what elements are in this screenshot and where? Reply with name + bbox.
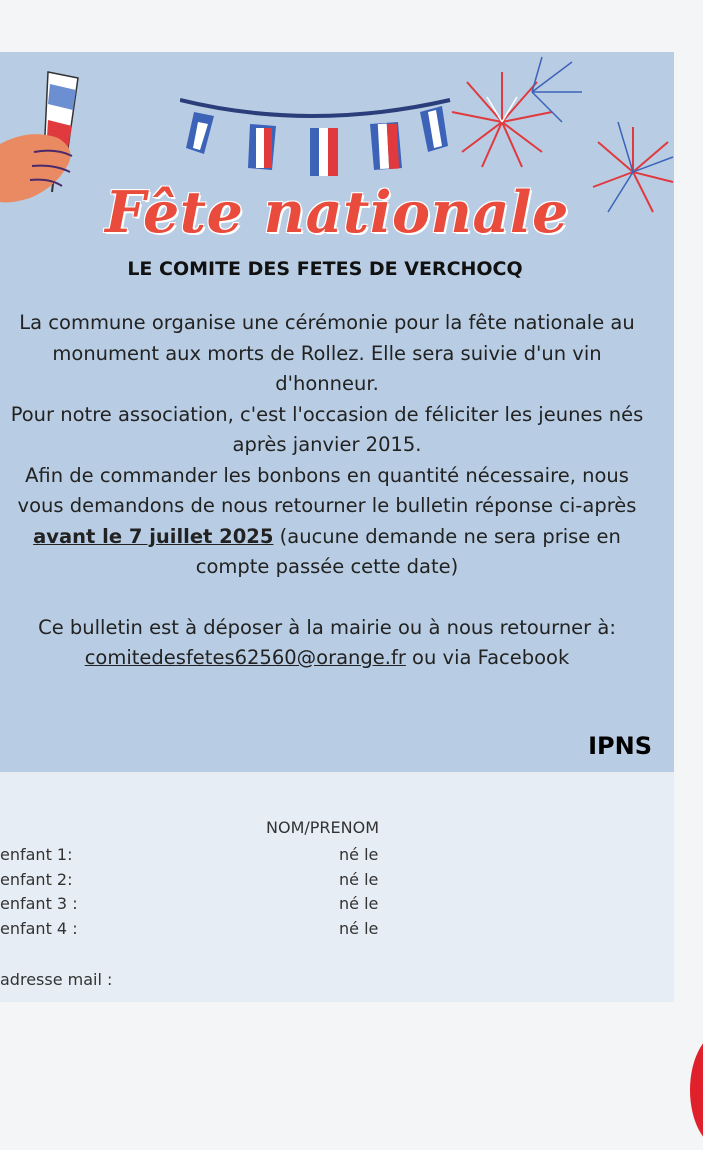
child-born-4: né le [339,919,379,938]
paragraph-association: Pour notre association, c'est l'occasion de féliciter les jeunes nés après janvier 2015. [10,402,644,456]
child-label-3: enfant 3 : [0,894,78,913]
email-label: adresse mail : [0,970,113,989]
poster [0,52,674,772]
return-text-end: ou via Facebook [405,646,570,669]
child-born-1: né le [339,845,379,864]
paragraph-return [10,613,644,674]
ipns-badge: IPNS [588,732,652,760]
fireworks-icon [442,52,592,182]
flag-bunting-icon [180,92,460,192]
subtitle: LE COMITE DES FETES DE VERCHOCQ [127,258,523,280]
child-born-3: né le [339,894,379,913]
child-label-1: enfant 1: [0,845,73,864]
order-text-start: Afin de commander les bonbons en quantité nécessaire, nous vous demandons de nous retourner le bulletin réponse ci-après [17,463,637,517]
decorative-circle [690,1030,703,1150]
page-title: Fête nationale [105,179,569,246]
child-born-2: né le [339,870,379,889]
form-header: NOM/PRENOM [266,818,379,837]
child-label-2: enfant 2: [0,870,73,889]
reply-form [0,772,674,1002]
paragraph-ceremony: La commune organise une cérémonie pour la fête nationale au monument aux morts de Rollez. Elle sera suivie d'un vin d'honneur. [19,311,635,395]
return-text-start: Ce bulletin est à déposer à la mairie ou à nous retourner à: [38,615,616,639]
paragraph-order [10,461,644,583]
order-text-end: (aucune demande ne sera prise en compte passée cette date) [195,524,621,578]
deadline: avant le 7 juillet 2025 [33,524,274,548]
email-link[interactable]: comitedesfetes62560@orange.fr [84,646,406,669]
child-label-4: enfant 4 : [0,919,78,938]
body-text [10,308,644,674]
